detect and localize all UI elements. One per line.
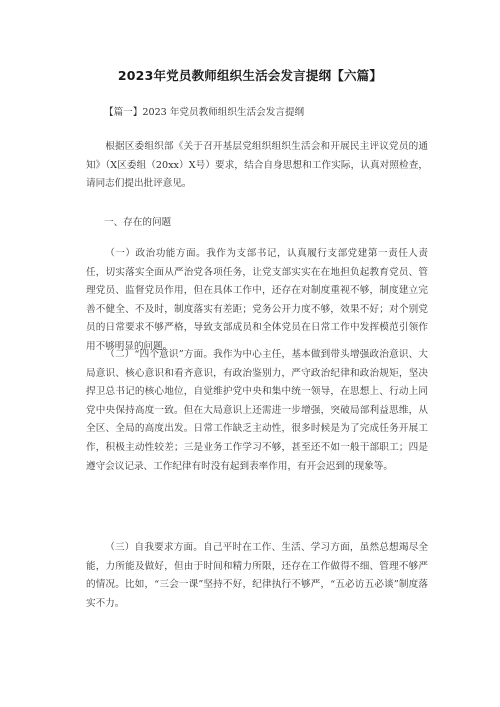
political-function-paragraph: （一）政治功能方面。我作为支部书记，认真履行支部党建第一责任人责任，切实落实全面从严治党各项任务，让党支部实实在在地担负起教育党员、管理党员、监督党员作用，但在具体工作中，还存在对制度重视不够，制度建立完善不健全、不及时，制度落实有差距；党务公开力度不够，效果不好；对个别党员的日常要求不够严格，导致支部成员和全体党员在日常工作中发挥模范引领作用不够明显的问题。 xyxy=(86,248,428,352)
part-one-heading: 一、存在的问题 xyxy=(104,217,172,228)
self-requirement-paragraph: （三）自我要求方面。自己平时在工作、生活、学习方面，虽然总想竭尽全能，力所能及做好，但由于时间和精力所限，还存在工作做得不细、管理不够严的情况。比如，“三会一课”坚持不好，纪律执行不够严，“五必访五必谈”制度落实不力。 xyxy=(86,542,428,609)
four-consciousness-paragraph: （二）“四个意识”方面。我作为中心主任，基本做到带头增强政治意识、大局意识、核心意识和看齐意识，有政治鉴别力，严守政治纪律和政治规矩，坚决捍卫总书记的核心地位，自觉维护党中央和集中统一领导，在思想上、行动上同党中央保持高度一致。但在大局意识上还需进一步增强，突破局部利益思维，从全区、全局的高度出发。日常工作缺乏主动性，很多时候是为了完成任务开展工作，积极主动性较差；三是业务工作学习不够，甚至还不如一般干部职工；四是遵守会议记录、工作纪律有时没有起到表率作用，有开会迟到的现象等。 xyxy=(86,349,428,472)
document-title: 2023年党员教师组织生活会发言提纲【六篇】 xyxy=(117,68,383,83)
section-heading: 【篇一】2023 年党员教师组织生活会发言提纲 xyxy=(104,107,305,118)
intro-paragraph: 根据区委组织部《关于召开基层党组织组织生活会和开展民主评议党员的通知》（X区委组（20xx）X号）要求，结合自身思想和工作实际，认真对照检查，请同志们提出批评意见。 xyxy=(86,141,428,190)
